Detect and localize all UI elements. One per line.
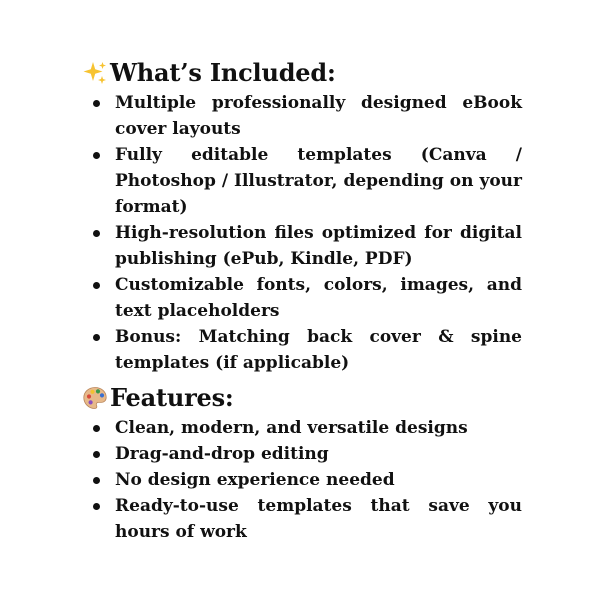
- bullet-dot: [93, 282, 100, 289]
- list-item: High-resolution files optimized for digital publishing (ePub, Kindle, PDF): [82, 220, 522, 272]
- bullet-dot: [93, 451, 100, 458]
- sparkles-icon: [82, 60, 108, 86]
- artist-palette-icon: [82, 385, 108, 411]
- list-item: Drag-and-drop editing: [82, 441, 522, 467]
- whats-included-title: What’s Included:: [110, 58, 336, 87]
- features-heading: [82, 383, 522, 413]
- bullet-dot: [93, 230, 100, 237]
- bullet-dot: [93, 152, 100, 159]
- list-item: No design experience needed: [82, 467, 522, 493]
- bullet-dot: [93, 100, 100, 107]
- list-item: Clean, modern, and versatile designs: [82, 415, 522, 441]
- bullet-dot: [93, 425, 100, 432]
- list-item: Multiple professionally designed eBook cover layouts: [82, 90, 522, 142]
- features-section: [82, 383, 522, 545]
- list-item: Ready-to-use templates that save you hours of work: [82, 493, 522, 545]
- whats-included-section: [82, 58, 522, 376]
- bullet-dot: [93, 334, 100, 341]
- bullet-dot: [93, 503, 100, 510]
- features-list: [82, 415, 522, 545]
- features-title: Features:: [110, 383, 234, 412]
- whats-included-list: [82, 90, 522, 376]
- list-item: Fully editable templates (Canva / Photoshop / Illustrator, depending on your format): [82, 142, 522, 220]
- list-item: Bonus: Matching back cover & spine templates (if applicable): [82, 324, 522, 376]
- list-item: Customizable fonts, colors, images, and text placeholders: [82, 272, 522, 324]
- bullet-dot: [93, 477, 100, 484]
- whats-included-heading: [82, 58, 522, 88]
